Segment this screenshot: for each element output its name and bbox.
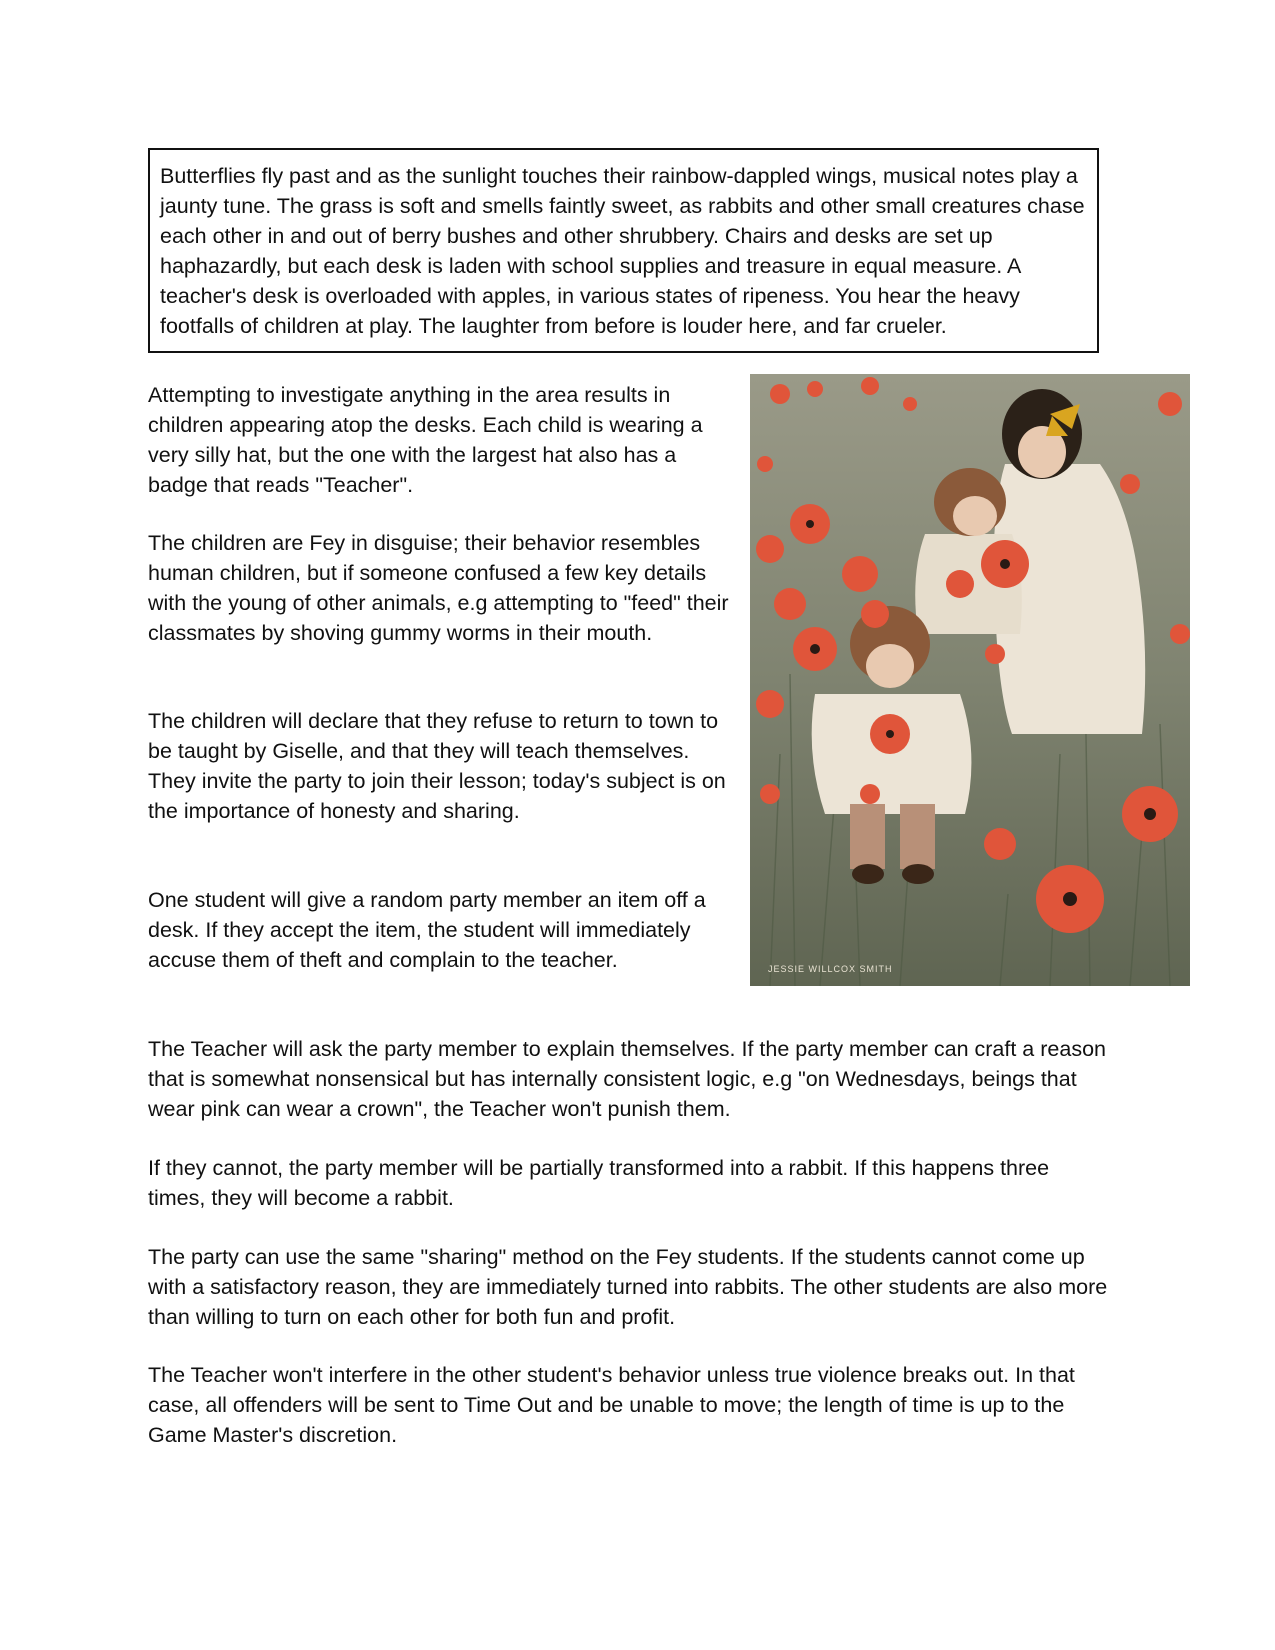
boxed-read-aloud-text: Butterflies fly past and as the sunlight touches their rainbow-dappled wings, musical notes play a jaunty tune. The grass is soft and smells faintly sweet, as rabbits and other small creatures chase each other in and out of berry bushes and other shrubbery. Chairs and desks are set up haphazardly, but each desk is laden with school supplies and treasure in equal measure. A teacher's desk is overloaded with apples, in various states of ripeness. You hear the heavy footfalls of children at play. The laughter from before is louder here, and far crueler.	[148, 148, 1099, 353]
artist-signature: JESSIE WILLCOX SMITH	[768, 964, 893, 974]
paragraph-explain-themselves: The Teacher will ask the party member to explain themselves. If the party member can craft a reason that is somewhat nonsensical but has internally consistent logic, e.g "on Wednesdays, beings that wear pink can wear a crown", the Teacher won't punish them.	[148, 1037, 1106, 1121]
paragraph-teach-themselves: The children will declare that they refuse to return to town to be taught by Giselle, and that they will teach themselves. They invite the party to join their lesson; today's subject is on the importance of honesty and sharing.	[148, 709, 726, 823]
paragraph-fey-disguise: The children are Fey in disguise; their behavior resembles human children, but if someone confused a few key details with the young of other animals, e.g attempting to "feed" their classmates by shoving gummy worms in their mouth.	[148, 531, 729, 645]
illustration-svg	[750, 374, 1190, 986]
paragraph-time-out: The Teacher won't interfere in the other student's behavior unless true violence breaks out. In that case, all offenders will be sent to Time Out and be unable to move; the length of time is up to the Game Master's discretion.	[148, 1363, 1075, 1447]
poppy-field-children-illustration	[750, 374, 1190, 986]
paragraph-rabbit-transform: If they cannot, the party member will be partially transformed into a rabbit. If this happens three times, they will become a rabbit.	[148, 1156, 1050, 1210]
paragraph-investigate: Attempting to investigate anything in the area results in children appearing atop the desks. Each child is wearing a very silly hat, but the one with the largest hat also has a badge that reads "Teacher".	[148, 383, 703, 497]
paragraph-item-theft: One student will give a random party member an item off a desk. If they accept the item, the student will immediately accuse them of theft and complain to the teacher.	[148, 888, 706, 972]
paragraph-sharing-method: The party can use the same "sharing" method on the Fey students. If the students cannot come up with a satisfactory reason, they are immediately turned into rabbits. The other students are also more than willing to turn on each other for both fun and profit.	[148, 1245, 1108, 1329]
